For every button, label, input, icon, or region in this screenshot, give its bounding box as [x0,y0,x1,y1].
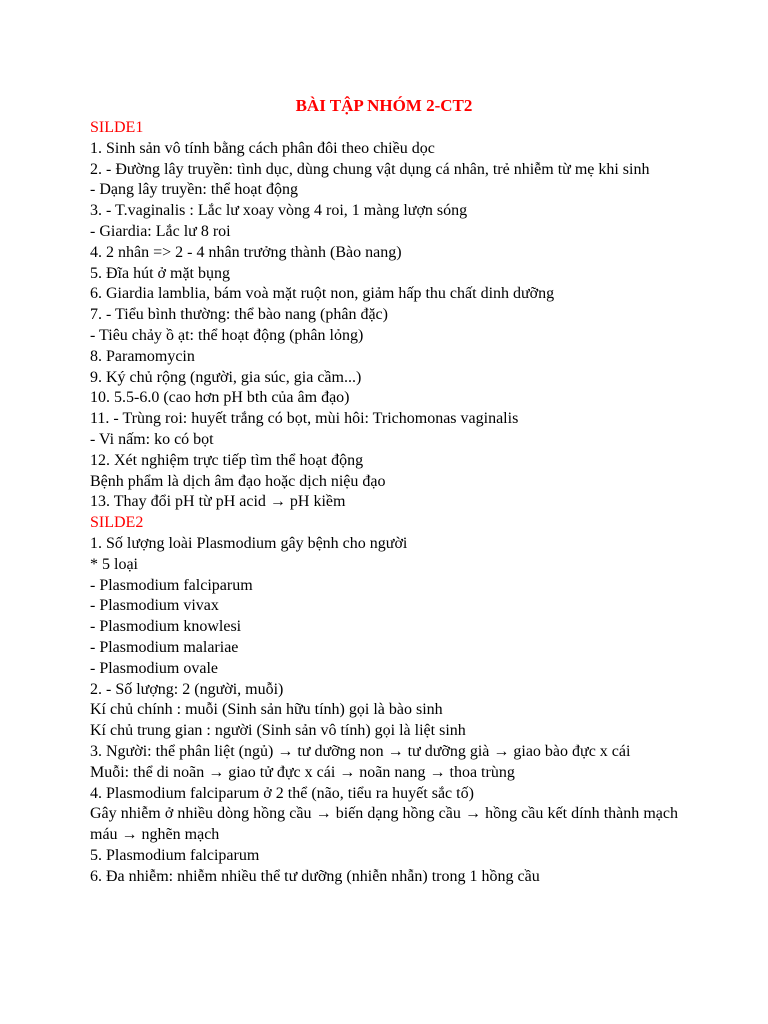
text-line: 10. 5.5-6.0 (cao hơn pH bth của âm đạo) [90,389,350,407]
document-body [90,94,678,887]
text-line: Kí chủ trung gian : người (Sinh sản vô tính) gọi là liệt sinh [90,722,466,740]
text-line: Kí chủ chính : muỗi (Sinh sản hữu tính) gọi là bào sinh [90,701,443,719]
text-line: - Giardia: Lắc lư 8 roi [90,222,231,240]
text-line: 5. Plasmodium falciparum [90,846,260,864]
text-line: Bệnh phẩm là dịch âm đạo hoặc dịch niệu đạo [90,472,386,490]
text-line: - Plasmodium malariae [90,638,239,656]
text-line: 8. Paramomycin [90,347,195,365]
text-line: 2. - Số lượng: 2 (người, muỗi) [90,680,284,698]
text-line: 9. Ký chủ rộng (người, gia súc, gia cầm...) [90,368,362,386]
text-line: 11. - Trùng roi: huyết trắng có bọt, mùi hôi: Trichomonas vaginalis [90,410,519,428]
section-heading: SILDE2 [90,514,144,532]
text-line: 7. - Tiểu bình thường: thể bào nang (phân đặc) [90,306,388,324]
text-line: 5. Đĩa hút ở mặt bụng [90,264,230,282]
text-line: - Vi nấm: ko có bọt [90,430,214,448]
text-line: 6. Đa nhiễm: nhiễm nhiều thể tư dưỡng (nhiễn nhẫn) trong 1 hồng cầu [90,867,540,885]
text-line: 4. 2 nhân => 2 - 4 nhân trưởng thành (Bào nang) [90,243,402,261]
text-line: - Plasmodium falciparum [90,576,253,594]
text-line: - Plasmodium knowlesi [90,618,242,636]
section-silde2 [90,513,678,887]
text-line: 1. Số lượng loài Plasmodium gây bệnh cho người [90,534,408,552]
text-line: - Plasmodium ovale [90,659,218,677]
text-line: Gây nhiễm ở nhiều dòng hồng cầu → biến dạng hồng cầu → hồng cầu kết dính thành mạch máu → nghẽn mạch [90,805,678,844]
text-line: 6. Giardia lamblia, bám voà mặt ruột non, giảm hấp thu chất dinh dưỡng [90,285,555,303]
text-line: Muỗi: thể di noãn → giao tử đực x cái → noãn nang → thoa trùng [90,763,515,781]
text-line: 3. - T.vaginalis : Lắc lư xoay vòng 4 roi, 1 màng lượn sóng [90,202,468,220]
document-title: BÀI TẬP NHÓM 2-CT2 [295,96,473,115]
text-line: * 5 loại [90,555,138,573]
section-heading: SILDE1 [90,119,144,136]
text-line: - Dạng lây truyền: thể hoạt động [90,181,298,199]
section-silde1 [90,118,678,513]
text-line: - Tiêu chảy ồ ạt: thể hoạt động (phân lỏng) [90,326,364,344]
text-line: 1. Sinh sản vô tính bằng cách phân đôi theo chiều dọc [90,139,435,157]
text-line: 13. Thay đổi pH từ pH acid → pH kiềm [90,493,346,511]
text-line: 3. Người: thể phân liệt (ngủ) → tư dưỡng non → tư dưỡng già → giao bào đực x cái [90,742,631,760]
text-line: 4. Plasmodium falciparum ở 2 thể (não, tiểu ra huyết sắc tố) [90,784,474,802]
text-line: - Plasmodium vivax [90,597,219,615]
text-line: 12. Xét nghiệm trực tiếp tìm thể hoạt động [90,451,364,469]
text-line: 2. - Đường lây truyền: tình dục, dùng chung vật dụng cá nhân, trẻ nhiễm từ mẹ khi sinh [90,160,650,178]
